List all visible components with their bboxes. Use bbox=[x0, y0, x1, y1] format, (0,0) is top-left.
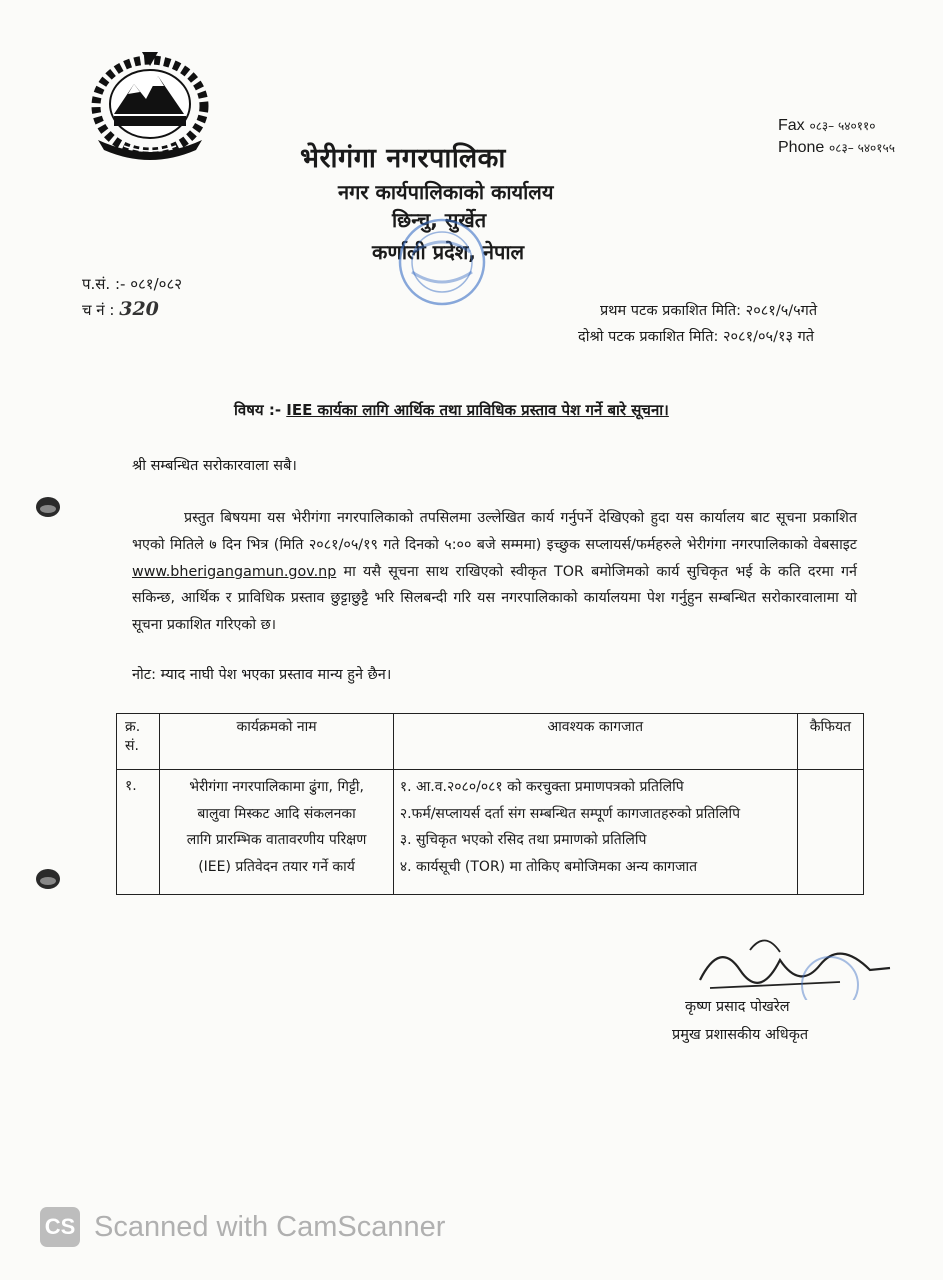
requirements-table bbox=[116, 713, 864, 895]
serial-value: १. bbox=[125, 778, 137, 794]
dispatch-value: 320 bbox=[119, 298, 159, 320]
province-country: कर्णाली प्रदेश, नेपाल bbox=[372, 240, 525, 264]
notice-body bbox=[132, 505, 857, 639]
row-remarks bbox=[797, 770, 863, 895]
program-line: लागि प्रारम्भिक वातावरणीय परिक्षण bbox=[186, 832, 367, 848]
header-remarks: कैफियत bbox=[797, 714, 863, 770]
document-item: २.फर्म/सप्लायर्स दर्ता संग सम्बन्धित सम्पूर्ण कागजातहरुको प्रतिलिपि bbox=[399, 805, 741, 822]
program-line: भेरीगंगा नगरपालिकामा ढुंगा, गिट्टी, bbox=[189, 779, 364, 795]
second-published-date: दोश्रो पटक प्रकाशित मिति: २०८१/०५/१३ गते bbox=[578, 329, 815, 345]
subject-prefix: विषय :- bbox=[234, 401, 287, 419]
municipality-title: भेरीगंगा नगरपालिका bbox=[300, 143, 506, 174]
header-serial-line1: क्र. bbox=[125, 719, 141, 735]
row-serial-number bbox=[117, 770, 160, 895]
document-item: ३. सुचिकृत भएको रसिद तथा प्रमाणको प्रतिलिपि bbox=[399, 832, 647, 848]
subject-text: IEE कार्यका लागि आर्थिक तथा प्राविधिक प्रस्ताव पेश गर्ने बारे सूचना। bbox=[286, 401, 669, 419]
document-item: १. आ.व.२०८०/०८१ को करचुक्ता प्रमाणपत्रको प्रतिलिपि bbox=[399, 779, 684, 795]
table-header-row bbox=[117, 714, 864, 770]
header-serial-number bbox=[117, 714, 160, 770]
program-line: (IEE) प्रतिवेदन तयार गर्ने कार्य bbox=[198, 858, 355, 875]
office-stamp-icon bbox=[384, 212, 494, 312]
program-line: बालुवा मिस्कट आदि संकलनका bbox=[197, 805, 356, 822]
camscanner-text: Scanned with CamScanner bbox=[94, 1210, 446, 1243]
first-published-date: प्रथम पटक प्रकाशित मिति: २०८१/५/५गते bbox=[600, 303, 818, 319]
notice-subject bbox=[234, 400, 669, 420]
header-serial-line2: सं. bbox=[125, 738, 139, 754]
note-text: नोट: म्याद नाघी पेश भएका प्रस्ताव मान्य हुने छैन। bbox=[132, 667, 392, 683]
phone-number bbox=[778, 138, 895, 157]
header-required-documents: आवश्यक कागजात bbox=[393, 714, 797, 770]
letter-reference-number: प.सं. :- ०८१/०८२ bbox=[82, 275, 183, 293]
fax-label: Fax bbox=[778, 117, 805, 134]
signatory-title: प्रमुख प्रशासकीय अधिकृत bbox=[672, 1027, 809, 1043]
row-required-documents bbox=[393, 770, 797, 895]
office-location: छिन्चु, सुर्खेत bbox=[392, 208, 487, 232]
body-text-part2: मा यसै सूचना साथ राखिएको स्वीकृत TOR बमोजिमको कार्य सुचिकृत भई के कति दरमा गर्न सकिन्छ, आर्थिक र प्राविधिक प्रस्ताव छुट्टाछुट्टै भरि सिलबन्दी गरि यस नगरपालिकाको कार्यालयमा पेश गर्नुहुन सम्बन्धित सरोकारवालामा यो सूचना प्रकाशित गरिएको छ। bbox=[132, 563, 857, 634]
row-program-name bbox=[160, 770, 394, 895]
salutation: श्री सम्बन्धित सरोकारवाला सबै। bbox=[132, 458, 297, 474]
phone-value: ०८३– ५४०१५५ bbox=[829, 141, 896, 155]
fax-value: ०८३– ५४०११० bbox=[809, 119, 876, 133]
header-program-name: कार्यक्रमको नाम bbox=[160, 714, 394, 770]
handwritten-signature-icon bbox=[680, 930, 900, 1000]
nepal-emblem-icon bbox=[84, 44, 216, 162]
punch-hole-icon bbox=[35, 868, 61, 890]
dispatch-label: च नं : bbox=[82, 301, 115, 319]
camscanner-logo-icon: CS bbox=[40, 1207, 80, 1247]
dispatch-number bbox=[82, 298, 159, 320]
fax-number bbox=[778, 116, 875, 135]
office-name: नगर कार्यपालिकाको कार्यालय bbox=[338, 180, 554, 204]
signatory-name: कृष्ण प्रसाद पोखरेल bbox=[685, 999, 790, 1015]
punch-hole-icon bbox=[35, 496, 61, 518]
body-text-part1: प्रस्तुत बिषयमा यस भेरीगंगा नगरपालिकाको तपसिलमा उल्लेखित कार्य गर्नुपर्ने देखिएको हुदा यस कार्यालय बाट सूचना प्रकाशित भएको मितिले ७ दिन भित्र (मिति २०८१/०५/१९ गते दिनको ५:०० बजे सम्ममा) इच्छुक सप्लायर्स/फर्महरुले भेरीगंगा नगरपालिकाको वेबसाइट bbox=[132, 510, 857, 553]
document-item: ४. कार्यसूची (TOR) मा तोकिए बमोजिमका अन्य कागजात bbox=[399, 858, 698, 875]
camscanner-watermark bbox=[40, 1207, 445, 1247]
website-link[interactable]: www.bherigangamun.gov.np bbox=[132, 563, 337, 580]
table-row bbox=[117, 770, 864, 895]
phone-label: Phone bbox=[778, 139, 825, 156]
